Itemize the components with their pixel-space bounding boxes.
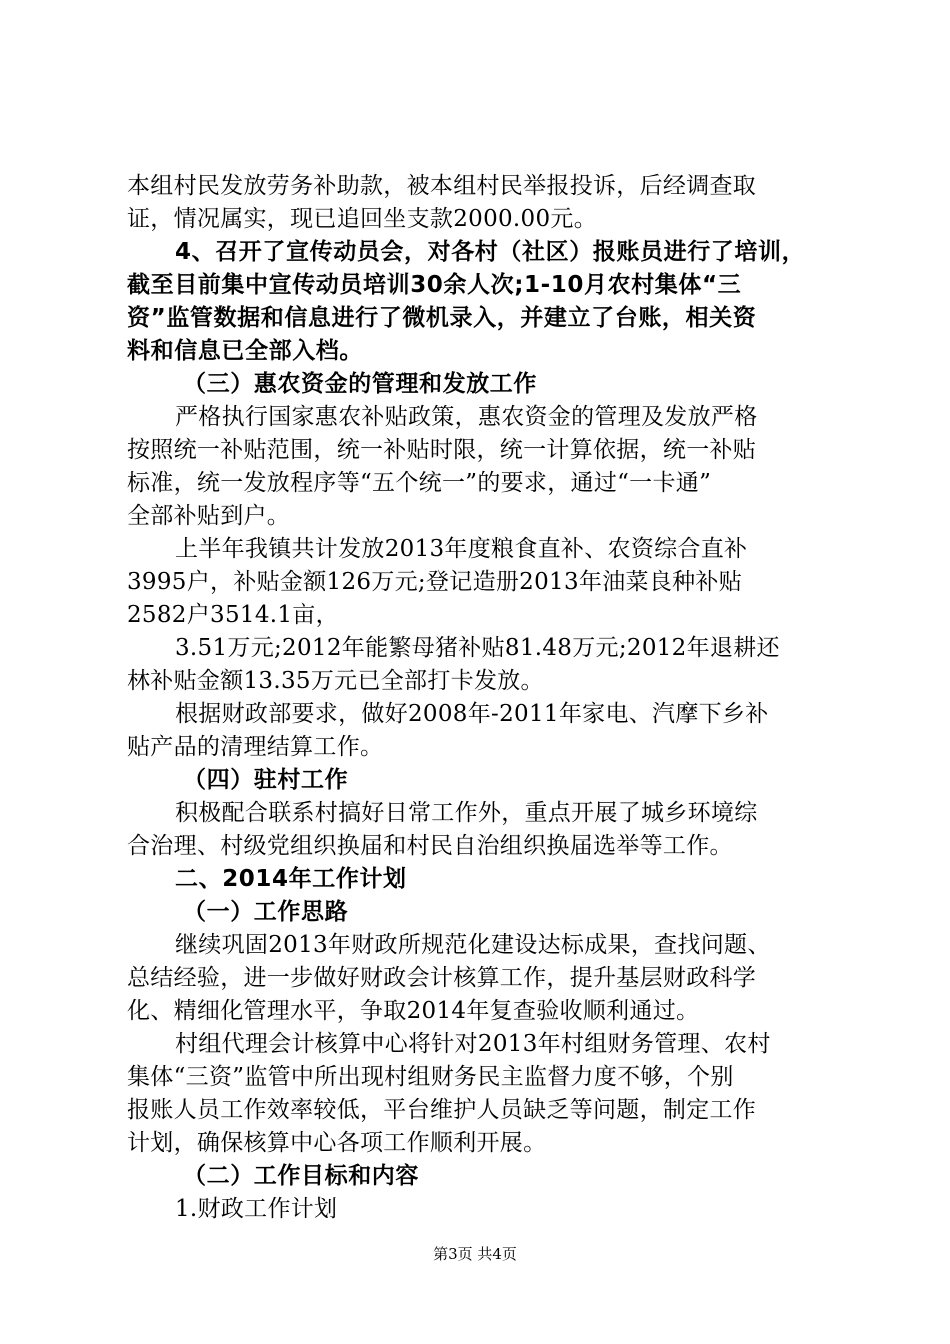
paragraph-line: 料和信息已全部入档。: [127, 338, 363, 364]
paragraph-line: 林补贴金额13.35万元已全部打卡发放。: [127, 668, 544, 694]
section-heading: （二）工作目标和内容: [183, 1163, 419, 1189]
section-heading: 二、2014年工作计划: [175, 866, 407, 892]
paragraph-line: 集体“三资”监管中所出现村组财务民主监督力度不够，个别: [127, 1064, 734, 1090]
paragraph-line: 2582户3514.1亩，: [127, 602, 339, 628]
paragraph-line: 继续巩固2013年财政所规范化建设达标成果，查找问题、: [175, 932, 771, 958]
section-heading: （四）驻村工作: [183, 767, 349, 793]
paragraph-line: 计划，确保核算中心各项工作顺利开展。: [127, 1130, 547, 1156]
paragraph-line: 3.51万元;2012年能繁母猪补贴81.48万元;2012年退耕还: [175, 635, 780, 661]
paragraph-line: 资”监管数据和信息进行了微机录入，并建立了台账，相关资: [127, 305, 757, 331]
paragraph-line: 按照统一补贴范围，统一补贴时限，统一计算依据，统一补贴: [127, 437, 757, 463]
paragraph-line: 贴产品的清理结算工作。: [127, 734, 384, 760]
paragraph-line: 合治理、村级党组织换届和村民自治组织换届选举等工作。: [127, 833, 733, 859]
paragraph-line: 总结经验，进一步做好财政会计核算工作，提升基层财政科学: [127, 965, 757, 991]
paragraph-line: 严格执行国家惠农补贴政策，惠农资金的管理及发放严格: [175, 404, 758, 430]
paragraph-line: 3995户，补贴金额126万元;登记造册2013年油菜良种补贴: [127, 569, 743, 595]
document-body: [127, 170, 833, 1226]
paragraph-line: 化、精细化管理水平，争取2014年复查验收顺利通过。: [127, 998, 700, 1024]
paragraph-line: 1.财政工作计划: [175, 1196, 338, 1222]
paragraph-line: 报账人员工作效率较低，平台维护人员缺乏等问题，制定工作: [127, 1097, 757, 1123]
paragraph-line: 截至目前集中宣传动员培训30余人次;1-10月农村集体“三: [127, 272, 742, 298]
paragraph-line: 标准，统一发放程序等“五个统一”的要求，通过“一卡通”: [127, 470, 712, 496]
paragraph-line: 村组代理会计核算中心将针对2013年村组财务管理、农村: [175, 1031, 771, 1057]
section-heading: （三）惠农资金的管理和发放工作: [183, 371, 537, 397]
paragraph-line: 全部补贴到户。: [127, 503, 291, 529]
paragraph-line: 积极配合联系村搞好日常工作外，重点开展了城乡环境综: [175, 800, 758, 826]
paragraph-line: 根据财政部要求，做好2008年-2011年家电、汽摩下乡补: [175, 701, 769, 727]
paragraph-line: 上半年我镇共计发放2013年度粮食直补、农资综合直补: [175, 536, 748, 562]
paragraph-line: 4、召开了宣传动员会，对各村（社区）报账员进行了培训，: [175, 239, 806, 265]
paragraph-line: 证，情况属实，现已追回坐支款2000.00元。: [127, 206, 598, 232]
section-heading: （一）工作思路: [183, 899, 349, 925]
page-number-footer: 第3页 共4页: [433, 1245, 517, 1263]
paragraph-line: 本组村民发放劳务补助款，被本组村民举报投诉，后经调查取: [127, 173, 757, 199]
